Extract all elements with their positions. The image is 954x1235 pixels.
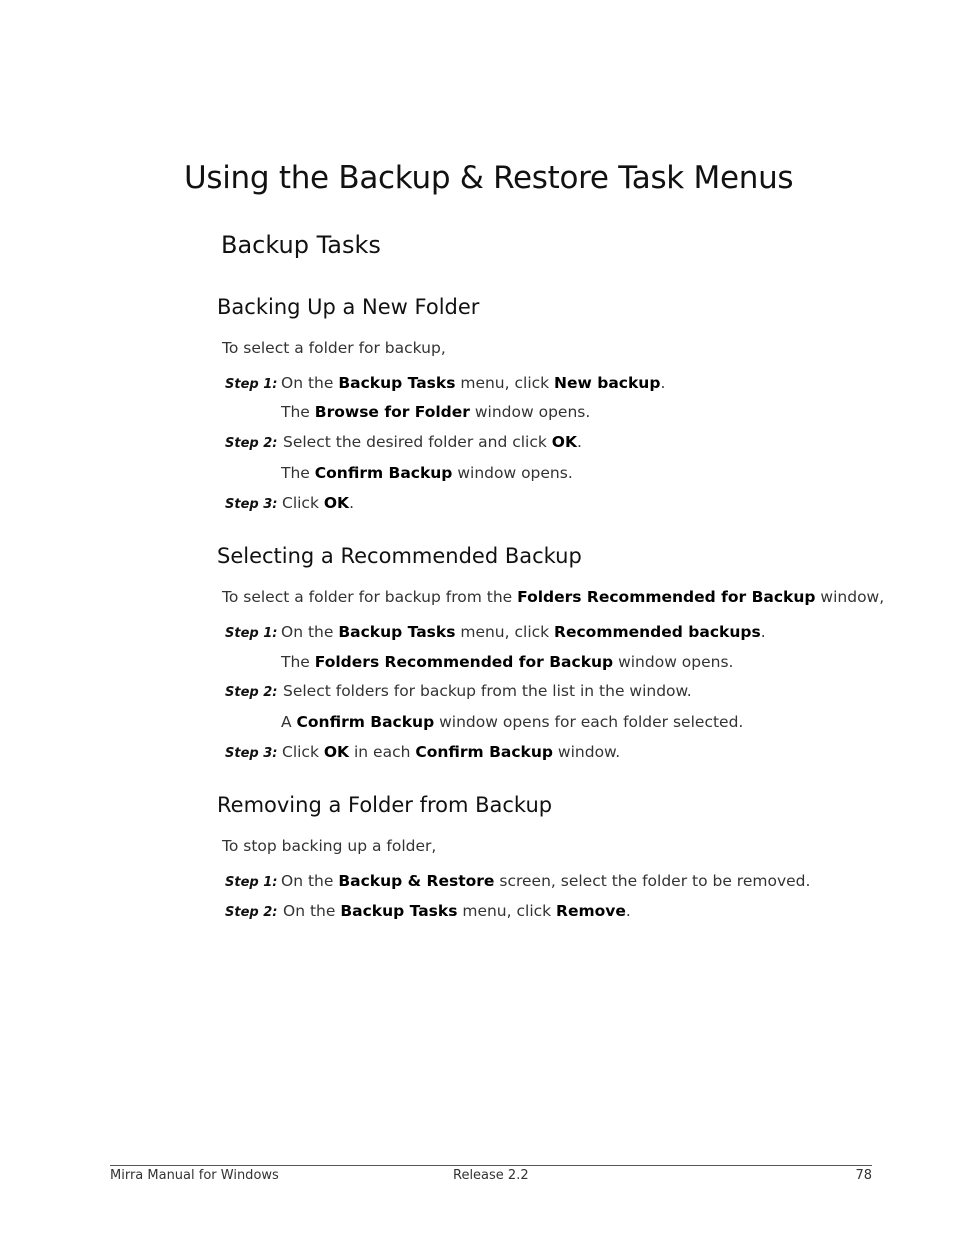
ui-term-recommended-backups: Recommended backups (554, 623, 761, 641)
text: The (281, 653, 315, 671)
step-text (282, 494, 354, 512)
intro-text: To select a folder for backup, (222, 339, 446, 357)
text: . (576, 433, 582, 451)
text: Select folders for backup from the list in the window. (283, 682, 692, 700)
text: window opens. (469, 403, 591, 421)
text: window opens. (452, 464, 573, 482)
text: menu, click (455, 374, 555, 392)
step-label: Step 2: (225, 905, 278, 920)
ui-term-backup-tasks: Backup Tasks (338, 623, 456, 641)
text: screen, select the folder to be removed. (494, 872, 811, 890)
step-text (281, 623, 766, 641)
subsection-heading-backing-up: Backing Up a New Folder (217, 295, 480, 319)
text: The (281, 403, 315, 421)
text: Click (282, 494, 324, 512)
text: . (660, 374, 666, 392)
text: The (281, 464, 315, 482)
ui-term-confirm-backup: Confirm Backup (296, 713, 435, 731)
text: menu, click (455, 623, 555, 641)
step-result (281, 464, 573, 482)
step-label: Step 2: (225, 436, 278, 451)
step-label: Step 1: (225, 875, 278, 890)
text: A (281, 713, 297, 731)
ui-term-browse-for-folder: Browse for Folder (314, 403, 470, 421)
footer-page-number: 78 (855, 1168, 872, 1183)
ui-term-folders-recommended: Folders Recommended for Backup (314, 653, 614, 671)
step-text (281, 872, 810, 890)
step-label: Step 3: (225, 497, 278, 512)
ui-term-confirm-backup: Confirm Backup (415, 743, 553, 761)
text: window, (815, 588, 885, 606)
ui-term-folders-recommended: Folders Recommended for Backup (517, 588, 816, 606)
step-text (282, 743, 620, 761)
subsection-heading-recommended: Selecting a Recommended Backup (217, 544, 582, 568)
text: On the (283, 902, 341, 920)
text: To select a folder for backup from the (222, 588, 518, 606)
text: in each (349, 743, 416, 761)
step-label: Step 3: (225, 746, 278, 761)
text: On the (281, 872, 339, 890)
text: . (760, 623, 766, 641)
ui-term-backup-tasks: Backup Tasks (340, 902, 458, 920)
ui-term-backup-tasks: Backup Tasks (338, 374, 456, 392)
step-text (281, 374, 665, 392)
text: window opens. (613, 653, 734, 671)
step-text (283, 682, 692, 700)
subsection-intro (222, 339, 446, 357)
section-heading: Backup Tasks (221, 231, 381, 259)
page-title: Using the Backup & Restore Task Menus (184, 160, 794, 196)
text: Select the desired folder and click (283, 433, 552, 451)
step-text (283, 902, 631, 920)
footer-manual-name: Mirra Manual for Windows (110, 1168, 279, 1183)
text: . (349, 494, 354, 512)
text: To stop backing up a folder, (222, 837, 437, 855)
step-label: Step 1: (225, 377, 278, 392)
text: window. (553, 743, 621, 761)
step-label: Step 2: (225, 685, 278, 700)
step-text (283, 433, 582, 451)
step-result (281, 713, 743, 731)
ui-term-new-backup: New backup (554, 374, 661, 392)
footer-release: Release 2.2 (453, 1168, 529, 1183)
step-label: Step 1: (225, 626, 278, 641)
step-result (281, 403, 590, 421)
ui-term-ok: OK (323, 743, 350, 761)
ui-term-backup-restore: Backup & Restore (338, 872, 495, 890)
footer-divider (110, 1165, 872, 1166)
ui-term-ok: OK (551, 433, 577, 451)
text: On the (281, 623, 339, 641)
text: menu, click (457, 902, 557, 920)
ui-term-confirm-backup: Confirm Backup (314, 464, 453, 482)
text: window opens for each folder selected. (434, 713, 744, 731)
subsection-heading-removing: Removing a Folder from Backup (217, 793, 553, 817)
ui-term-ok: OK (323, 494, 350, 512)
text: On the (281, 374, 339, 392)
text: Click (282, 743, 324, 761)
ui-term-remove: Remove (556, 902, 626, 920)
subsection-intro (222, 588, 884, 606)
text: . (625, 902, 631, 920)
subsection-intro (222, 837, 436, 855)
step-result (281, 653, 734, 671)
